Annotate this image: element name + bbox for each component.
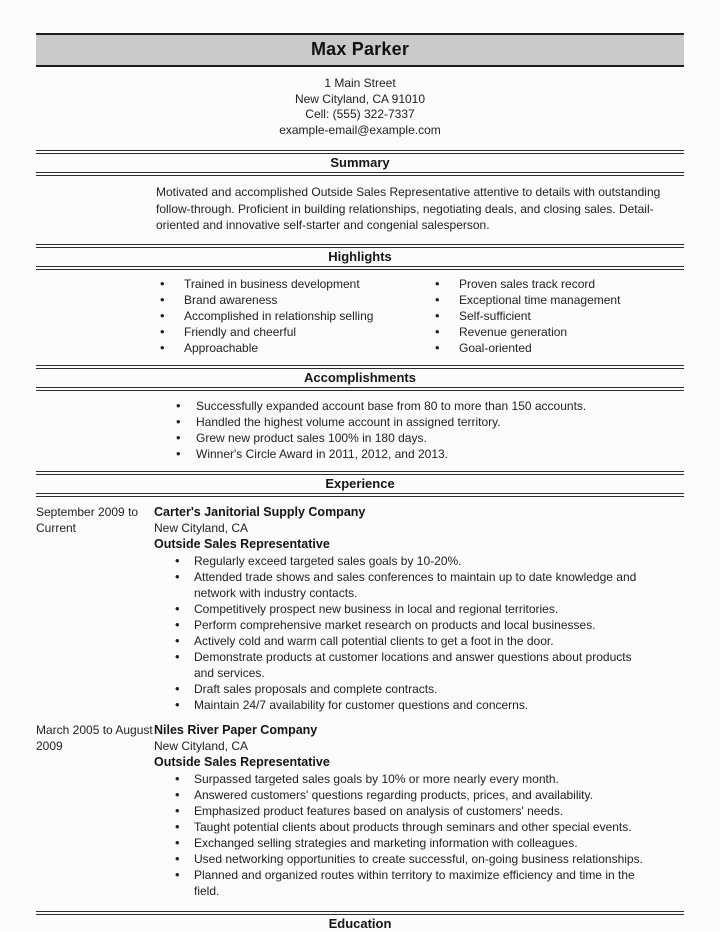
job-duty: • Attended trade shows and sales conferences to maintain up to date knowledge and network with industry contacts.: [154, 569, 650, 601]
job-duty: • Used networking opportunities to create successful, on-going business relationships.: [154, 851, 650, 867]
contact-street: 1 Main Street: [324, 76, 396, 90]
accomplishments-title: Accomplishments: [304, 369, 416, 385]
experience-entry: [36, 722, 684, 899]
contact-city: New Cityland, CA 91010: [294, 91, 426, 106]
highlight-item: • Goal-oriented: [435, 340, 675, 356]
job-details: [154, 722, 684, 899]
job-duty: • Answered customers' questions regarding products, prices, and availability.: [154, 787, 650, 803]
candidate-name: Max Parker: [310, 39, 410, 59]
rule-divider: [36, 266, 684, 270]
education-title: Education: [328, 915, 392, 931]
job-duty: • Exchanged selling strategies and marketing information with colleagues.: [154, 835, 650, 851]
job-duty: • Surpassed targeted sales goals by 10% or more nearly every month.: [154, 771, 650, 787]
resume-content: [36, 0, 684, 932]
job-position: Outside Sales Representative: [154, 754, 330, 769]
contact-phone: Cell: (555) 322-7337: [305, 107, 415, 121]
contact-block: [36, 76, 684, 138]
highlights-section-header: [36, 244, 684, 270]
highlight-item: • Accomplished in relationship selling: [160, 308, 410, 324]
job-location: New Cityland, CA: [154, 520, 249, 535]
job-duty: • Draft sales proposals and complete contracts.: [154, 681, 650, 697]
experience-entry: [36, 504, 684, 713]
job-duty-list: [154, 553, 684, 713]
highlight-item: • Brand awareness: [160, 292, 410, 308]
accomplishment-item: • Handled the highest volume account in assigned territory.: [176, 414, 656, 430]
highlights-left-column: [160, 276, 410, 356]
job-duty: • Planned and organized routes within territory to maximize efficiency and time in the field.: [154, 867, 650, 899]
highlight-item: • Revenue generation: [435, 324, 675, 340]
job-duty: • Actively cold and warm call potential clients to get a foot in the door.: [154, 633, 650, 649]
accomplishments-list: [176, 398, 656, 462]
accomplishment-item: • Grew new product sales 100% in 180 days.: [176, 430, 656, 446]
highlight-item: • Exceptional time management: [435, 292, 675, 308]
job-dates: March 2005 to August 2009: [36, 722, 153, 753]
summary-section-header: [36, 150, 684, 176]
experience-title: Experience: [325, 475, 395, 491]
job-company: Niles River Paper Company: [154, 722, 318, 737]
job-duty: • Maintain 24/7 availability for customer questions and concerns.: [154, 697, 650, 713]
contact-email: example-email@example.com: [279, 122, 441, 137]
job-location: New Cityland, CA: [154, 738, 249, 753]
rule-divider: [36, 387, 684, 391]
highlights-title: Highlights: [328, 248, 392, 264]
job-duty: • Perform comprehensive market research on products and local businesses.: [154, 617, 650, 633]
job-duty-list: [154, 771, 684, 899]
summary-text: Motivated and accomplished Outside Sales Representative attentive to details with outstanding follow-through. Proficient in building relationships, negotiating deals, and closing sales. Detail-oriented and innovative self-starter and congenial salesperson.: [156, 185, 661, 232]
job-dates: September 2009 to Current: [36, 504, 139, 535]
job-duty: • Competitively prospect new business in local and regional territories.: [154, 601, 650, 617]
education-section-header: [36, 911, 684, 932]
rule-divider: [36, 172, 684, 176]
highlight-item: • Self-sufficient: [435, 308, 675, 324]
accomplishments-section-header: [36, 365, 684, 391]
highlights-right-column: [435, 276, 675, 356]
job-details: [154, 504, 684, 713]
highlight-item: • Friendly and cheerful: [160, 324, 410, 340]
job-position: Outside Sales Representative: [154, 536, 330, 551]
experience-section-header: [36, 471, 684, 497]
rule-divider: [36, 493, 684, 497]
accomplishment-item: • Successfully expanded account base from 80 to more than 150 accounts.: [176, 398, 656, 414]
summary-title: Summary: [330, 155, 390, 170]
job-duty: • Taught potential clients about products through seminars and other special events.: [154, 819, 650, 835]
job-duty: • Demonstrate products at customer locations and answer questions about products and services.: [154, 649, 650, 681]
job-company: Carter's Janitorial Supply Company: [154, 504, 366, 519]
job-duty: • Emphasized product features based on analysis of customers' needs.: [154, 803, 650, 819]
highlights-columns: [36, 276, 684, 356]
highlight-item: • Approachable: [160, 340, 410, 356]
name-banner: [36, 33, 684, 67]
job-duty: • Regularly exceed targeted sales goals by 10-20%.: [154, 553, 650, 569]
accomplishment-item: • Winner's Circle Award in 2011, 2012, and 2013.: [176, 446, 656, 462]
highlight-item: • Trained in business development: [160, 276, 410, 292]
highlight-item: • Proven sales track record: [435, 276, 675, 292]
